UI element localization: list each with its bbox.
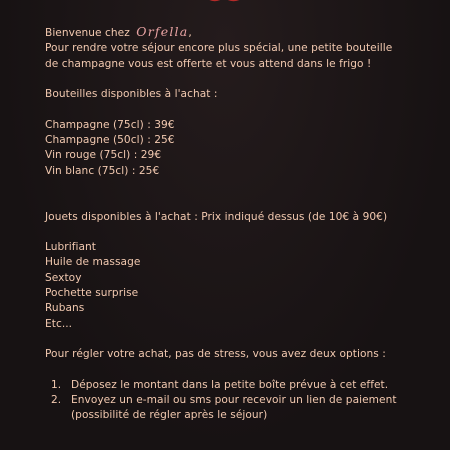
- bottle-item: Champagne (75cl) : 39€: [45, 118, 175, 131]
- option-text: Envoyez un e-mail ou sms pour recevoir un lien de paiement: [71, 394, 397, 407]
- option-number: 2.: [51, 394, 62, 407]
- payment-option: [51, 378, 435, 393]
- brand-name: Orfella: [136, 24, 189, 39]
- spacer: [45, 72, 435, 87]
- option-text: Déposez le montant dans la petite boîte prévue à cet effet.: [71, 378, 389, 391]
- spacer: [45, 194, 435, 209]
- bottle-item: Vin rouge (75cl) : 29€: [45, 149, 162, 162]
- toys-heading: Jouets disponibles à l'achat : Prix indiqué dessus (de 10€ à 90€): [45, 210, 388, 223]
- option-text-continued: (possibilité de régler après le séjour): [71, 409, 268, 422]
- message-body: [45, 24, 435, 424]
- spacer: [45, 179, 435, 194]
- greeting-line: [45, 24, 435, 41]
- bottles-heading: Bouteilles disponibles à l'achat :: [45, 88, 218, 101]
- decorative-ribbon-icon: [200, 0, 250, 6]
- toy-item: Etc...: [45, 317, 73, 330]
- spacer: [45, 225, 435, 240]
- intro-line-1: Pour rendre votre séjour encore plus spécial, une petite bouteille: [45, 42, 393, 55]
- spacer: [45, 332, 435, 347]
- intro-line-2: de champagne vous est offerte et vous attend dans le frigo !: [45, 57, 372, 70]
- bottle-item: Vin blanc (75cl) : 25€: [45, 164, 160, 177]
- toy-item: Huile de massage: [45, 256, 141, 269]
- payment-option: [51, 393, 435, 424]
- toy-item: Lubrifiant: [45, 241, 96, 254]
- toy-item: Sextoy: [45, 271, 82, 284]
- greeting-suffix: ,: [188, 27, 192, 39]
- toy-item: Pochette surprise: [45, 287, 139, 300]
- option-number: 1.: [51, 378, 62, 391]
- bottle-item: Champagne (50cl) : 25€: [45, 134, 175, 147]
- toy-item: Rubans: [45, 302, 85, 315]
- payment-heading: Pour régler votre achat, pas de stress, vous avez deux options :: [45, 348, 386, 361]
- spacer: [45, 363, 435, 378]
- payment-options-list: [45, 378, 435, 424]
- spacer: [45, 102, 435, 117]
- greeting-prefix: Bienvenue chez: [45, 27, 130, 39]
